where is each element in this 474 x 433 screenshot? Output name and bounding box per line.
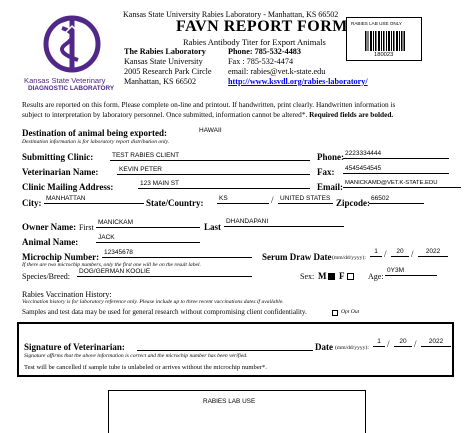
mail-input[interactable]: 123 MAIN ST: [138, 179, 310, 189]
clinic-input[interactable]: TEST RABIES CLIENT: [110, 151, 310, 161]
form-subtitle: Rabies Antibody Titer for Export Animals: [183, 37, 326, 47]
email-label: Email:: [317, 182, 343, 192]
barcode-box: [346, 17, 422, 61]
logo-text-1: Kansas State Veterinary: [24, 76, 106, 85]
species-input[interactable]: DOG/GERMAN KOOLIE: [77, 267, 252, 277]
destination-label: Destination of animal being exported:: [22, 128, 167, 138]
zip-input[interactable]: 66502: [369, 194, 424, 204]
instructions-line2: [22, 110, 393, 119]
opt-out-checkbox[interactable]: [332, 310, 338, 316]
destination-input[interactable]: HAWAII: [199, 127, 222, 134]
serum-label: Serum Draw Date: [262, 252, 332, 262]
serum-year-input[interactable]: 2022: [418, 247, 448, 257]
barcode-number: 180023: [374, 52, 394, 58]
state-label: State/Country:: [146, 198, 204, 208]
instructions-required: Required fields are bolded.: [309, 110, 394, 119]
vacc-note: Vaccination history is for laboratory reference only. Please include up to three recent vaccinations dates if available.: [22, 299, 284, 305]
instructions-line2a: subject to interpretation by laboratory personnel. Once submitted, information cannot be altered*.: [22, 110, 310, 119]
owner-first-input[interactable]: MANICKAM: [96, 218, 200, 228]
fax-label: Fax:: [317, 167, 335, 177]
animal-label: Animal Name:: [22, 237, 79, 247]
species-label: Species/Breed:: [22, 272, 70, 281]
destination-note: Destination information is for laboratory report distribution only.: [22, 139, 170, 145]
country-input[interactable]: UNITED STATES: [278, 194, 333, 204]
vet-input[interactable]: KEVIN PETER: [117, 165, 310, 175]
city-label: City:: [22, 198, 42, 208]
sig-date-label: Date: [315, 342, 333, 352]
sig-day-input[interactable]: 20: [394, 337, 412, 347]
lab-city: Manhattan, KS 66502: [124, 77, 197, 86]
sig-slash-1: /: [387, 339, 390, 349]
ksu-logo: [22, 14, 122, 94]
sex-f-label: F: [339, 271, 345, 281]
sex-m-label: M: [318, 271, 327, 281]
fax-input[interactable]: 4545454545: [343, 164, 449, 174]
state-input[interactable]: KS: [217, 194, 269, 204]
sig-date-format: (mm/dd/yyyy):: [335, 345, 369, 351]
form-title: FAVN REPORT FORM: [176, 18, 348, 35]
instructions-line1: Results are reported on this form. Please complete on-line and printout. If handwritten, print clearly. Handwritten information is: [22, 100, 396, 109]
serum-format: (mm/dd/yyyy):: [332, 255, 366, 261]
lab-fax: Fax : 785-532-4474: [228, 57, 294, 66]
microchip-label: Microchip Number:: [22, 252, 100, 262]
cancel-note: Test will be cancelled if sample tube is unlabeled or arrives without the microchip number*.: [24, 364, 267, 371]
vacc-label: Rabies Vaccination History:: [22, 290, 112, 299]
clinic-label: Submitting Clinic:: [22, 152, 94, 162]
signature-box: [17, 322, 454, 377]
city-input[interactable]: MANHATTAN: [44, 194, 144, 204]
sex-f-checkbox[interactable]: [347, 273, 354, 280]
caduceus-logo-icon: [22, 14, 122, 74]
signature-note: Signature affirms that the above information is correct and the microchip number has been verified.: [24, 353, 248, 359]
lab-name: The Rabies Laboratory: [124, 47, 206, 56]
lab-phone: Phone: 785-532-4483: [228, 47, 301, 56]
age-label: Age:: [368, 272, 384, 281]
header-top-line: Kansas State University Rabies Laboratory - Manhattan, KS 66502: [123, 10, 339, 19]
lab-use-label: RABIES LAB USE: [203, 398, 256, 405]
serum-day-input[interactable]: 20: [391, 247, 409, 257]
logo-text-2: DIAGNOSTIC LABORATORY: [28, 85, 115, 92]
lab-email: email: rabies@vet.k-state.edu: [228, 67, 326, 76]
phone-input[interactable]: 2223334444: [343, 149, 449, 159]
email-input[interactable]: MANICKAMD@VET.K-STATE.EDU: [343, 178, 461, 188]
owner-first-label: First: [79, 223, 94, 232]
state-slash: /: [271, 195, 274, 205]
zip-label: Zipcode:: [336, 198, 371, 208]
age-input[interactable]: 0Y3M: [385, 266, 437, 276]
barcode-title: RABIES LAB USE ONLY: [351, 21, 402, 26]
sig-year-input[interactable]: 2022: [421, 337, 451, 347]
owner-last-input[interactable]: DHANDAPANI: [224, 217, 344, 227]
mail-label: Clinic Mailing Address:: [22, 182, 114, 192]
lab-use-box: [108, 390, 366, 433]
serum-month-input[interactable]: 1: [370, 247, 382, 257]
lab-address: 2005 Research Park Circle: [124, 67, 212, 76]
signature-label: Signature of Veterinarian:: [24, 342, 125, 352]
serum-slash-2: /: [411, 249, 414, 259]
serum-slash-1: /: [384, 249, 387, 259]
lab-url-link[interactable]: http://www.ksvdl.org/rabies-laboratory/: [228, 77, 368, 86]
sig-slash-2: /: [414, 339, 417, 349]
owner-label: Owner Name:: [22, 222, 77, 232]
owner-last-label: Last: [204, 222, 222, 232]
opt-out-label: Opt Out: [341, 309, 360, 315]
barcode-icon: [365, 31, 405, 51]
animal-input[interactable]: JACK: [96, 233, 200, 243]
vet-label: Veterinarian Name:: [22, 167, 99, 177]
sig-month-input[interactable]: 1: [373, 337, 385, 347]
lab-univ: Kansas State University: [124, 57, 203, 66]
phone-label: Phone:: [317, 152, 344, 162]
sex-label: Sex:: [300, 272, 315, 281]
microchip-input[interactable]: 12345678: [102, 248, 252, 258]
signature-input[interactable]: [137, 341, 313, 351]
microchip-note: If there are two microchip numbers, only the first one will be on the result label.: [22, 262, 201, 268]
sex-m-checkbox[interactable]: [328, 273, 335, 280]
samples-text: Samples and test data may be used for general research without compromising client confidentiality.: [22, 308, 307, 316]
